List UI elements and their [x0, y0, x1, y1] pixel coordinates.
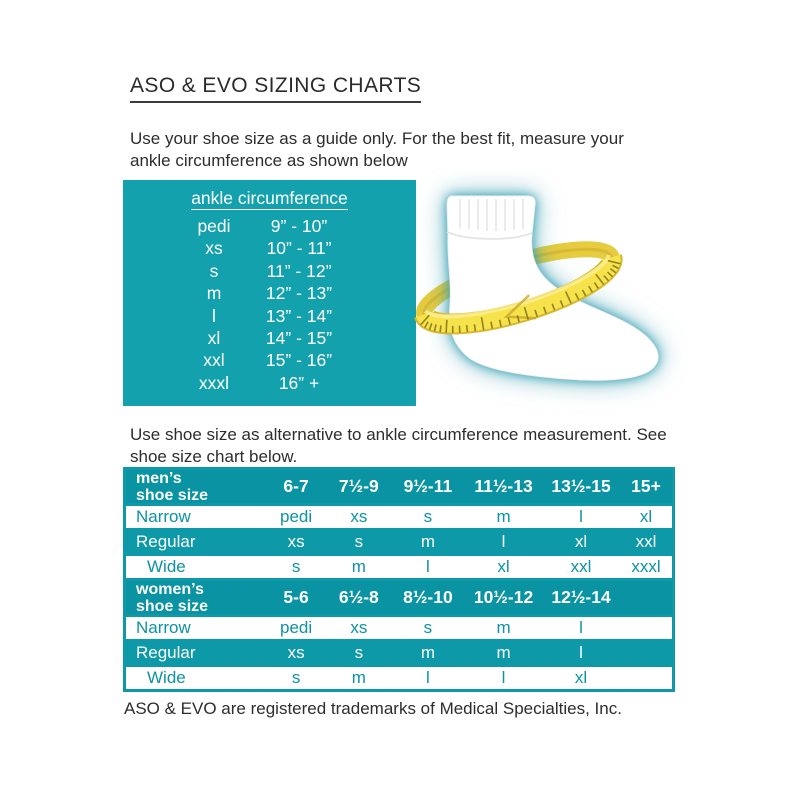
- size-cell: xl: [497, 557, 510, 576]
- ankle-row: xl 14” - 15”: [207, 327, 333, 348]
- alternative-text: [130, 424, 667, 467]
- size-cell: s: [291, 557, 301, 576]
- size-cell: m: [420, 643, 435, 662]
- ankle-row: m 12” - 13”: [206, 283, 333, 304]
- column-header: 9½-11: [403, 476, 453, 496]
- sock-and-tape-graphic: [408, 166, 698, 416]
- womens-header-row: [126, 581, 672, 614]
- size-cell: l: [579, 507, 583, 526]
- intro-line-1: Use your shoe size as a guide only. For the best fit, measure your: [130, 129, 624, 148]
- size-cell: m: [496, 618, 511, 637]
- size-cell: xs: [287, 643, 305, 662]
- column-header: 15+: [631, 476, 661, 496]
- trademark-note: ASO & EVO are registered trademarks of Medical Specialties, Inc.: [124, 699, 622, 718]
- size-cell: s: [291, 668, 301, 687]
- table-row-mens-regular: Regular xs s m l xl xxl: [126, 531, 672, 553]
- intro-line-2: ankle circumference as shown below: [130, 150, 408, 170]
- table-row-womens-wide: Wide s m l l xl: [126, 667, 672, 689]
- alt-line-1: Use shoe size as alternative to ankle circumference measurement. See: [130, 425, 667, 444]
- size-cell: xxxl: [631, 557, 661, 576]
- size-cell: s: [354, 532, 364, 551]
- intro-text: [130, 128, 624, 171]
- size-cell: m: [496, 643, 511, 662]
- size-cell: m: [496, 507, 511, 526]
- size-cell: [620, 642, 672, 664]
- size-cell: s: [423, 618, 433, 637]
- column-header: 13½-15: [551, 476, 611, 496]
- mens-header-row: [126, 470, 672, 503]
- column-header: 10½-12: [473, 587, 534, 607]
- womens-shoe-size-label: women’s shoe size: [136, 581, 209, 615]
- size-cell: [620, 617, 672, 639]
- size-cell: xl: [574, 668, 588, 687]
- size-cell: pedi: [279, 507, 313, 526]
- size-cell: m: [351, 668, 366, 687]
- size-cell: l: [579, 643, 583, 662]
- size-cell: l: [579, 618, 583, 637]
- size-cell: pedi: [279, 618, 313, 637]
- sock-shape: [447, 196, 658, 380]
- ankle-row: xxxl 16” +: [198, 372, 320, 393]
- ankle-chart-title: ankle circumference: [191, 188, 348, 208]
- size-cell: s: [354, 643, 364, 662]
- size-cell: xxl: [635, 532, 657, 551]
- column-header: 8½-10: [403, 587, 453, 607]
- column-header: 7½-9: [338, 476, 379, 496]
- ankle-row: xxl 15” - 16”: [203, 350, 333, 371]
- size-cell: l: [426, 668, 430, 687]
- size-cell: m: [420, 532, 435, 551]
- column-header: 6-7: [283, 476, 309, 496]
- column-header: 12½-14: [551, 587, 611, 607]
- mens-shoe-size-label: men’s shoe size: [136, 470, 209, 504]
- ankle-row: pedi 9” - 10”: [197, 216, 328, 236]
- ankle-row: xs 10” - 11”: [205, 238, 332, 259]
- size-cell: s: [423, 507, 433, 526]
- table-row-mens-narrow: Narrow pedi xs s m l xl: [126, 506, 672, 528]
- size-cell: l: [501, 668, 506, 687]
- size-cell: l: [426, 557, 430, 576]
- ankle-row: s 11” - 12”: [209, 260, 332, 281]
- ankle-measurement-illustration: [408, 166, 698, 416]
- alt-line-2: shoe size chart below.: [130, 446, 298, 466]
- ankle-row: l 13” - 14”: [212, 305, 333, 326]
- table-row-mens-wide: Wide s m l xl xxl xxxl: [126, 556, 672, 578]
- size-cell: m: [351, 557, 366, 576]
- shoe-size-table: [123, 467, 675, 692]
- size-cell: xs: [350, 507, 368, 526]
- table-row-womens-regular: Regular xs s m m l: [126, 642, 672, 664]
- column-header: 6½-8: [338, 587, 379, 607]
- size-cell: xs: [350, 618, 368, 637]
- size-cell: l: [501, 532, 506, 551]
- page-title: ASO & EVO SIZING CHARTS: [130, 74, 421, 103]
- ankle-chart-rows: [123, 215, 416, 394]
- column-header: [620, 581, 672, 615]
- size-cell: [620, 667, 672, 689]
- size-cell: xl: [574, 532, 588, 551]
- column-header: 11½-13: [474, 476, 533, 496]
- size-cell: xxl: [570, 557, 592, 576]
- table-row-womens-narrow: Narrow pedi xs s m l: [126, 617, 672, 639]
- size-cell: xs: [287, 532, 305, 551]
- size-cell: xl: [639, 507, 653, 526]
- column-header: 5-6: [283, 587, 309, 607]
- ankle-circumference-chart: [123, 180, 416, 406]
